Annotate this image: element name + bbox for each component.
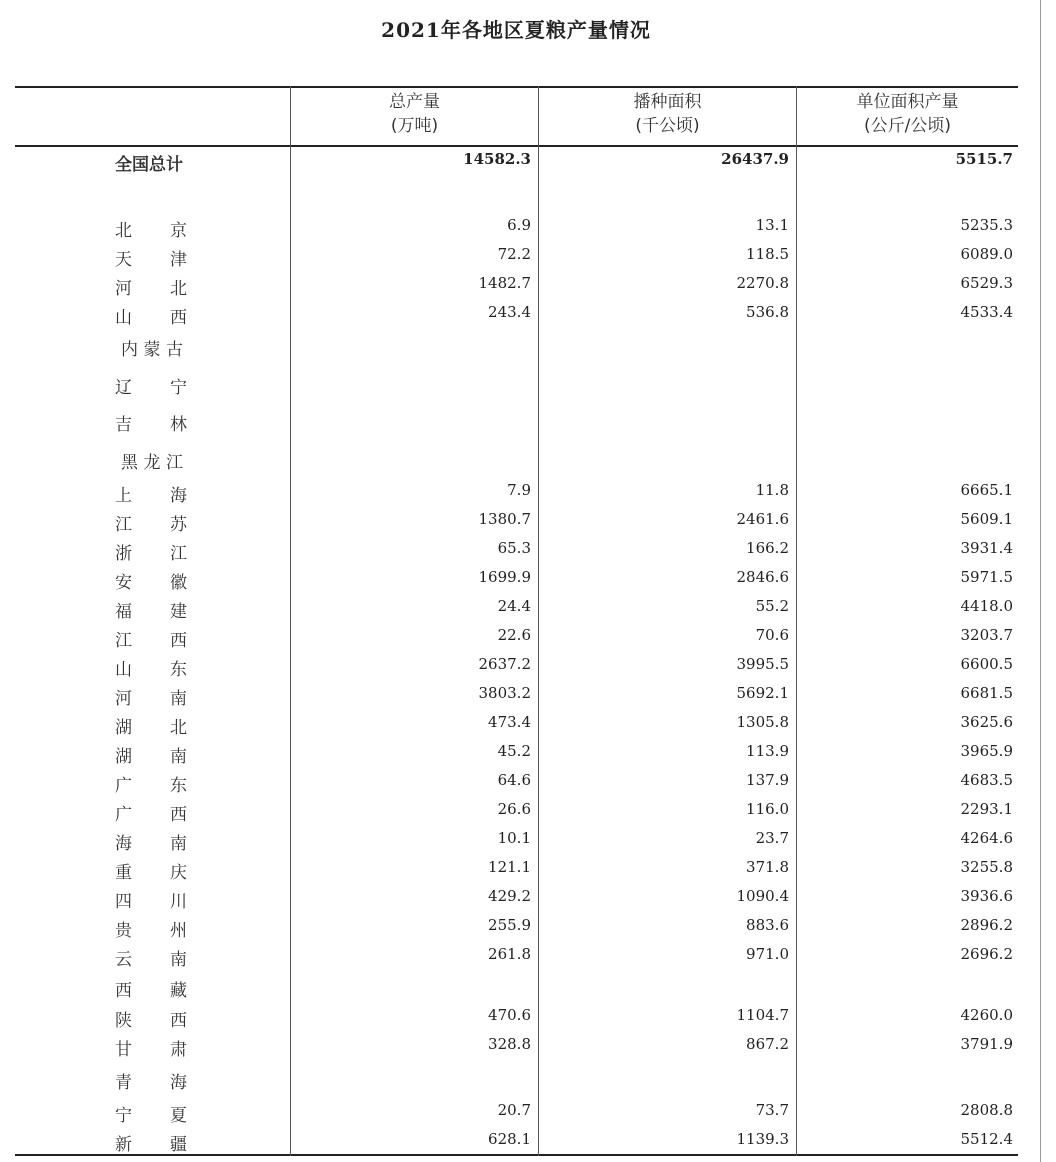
region-char: 甘 <box>115 1040 132 1060</box>
region-name <box>115 539 187 564</box>
yield-cell: 3931.4 <box>960 539 1013 557</box>
area-cell: 113.9 <box>746 742 789 760</box>
region-name <box>115 742 187 767</box>
column-header-unit: (公斤/公顷) <box>864 116 951 136</box>
region-char: 州 <box>170 921 187 941</box>
region-char: 西 <box>170 308 187 328</box>
region-char: 京 <box>170 221 187 241</box>
column-header-name: 单位面积产量 <box>856 92 959 112</box>
region-char: 海 <box>115 834 132 854</box>
region-name <box>115 1068 187 1093</box>
output-cell: 22.6 <box>497 626 531 644</box>
table-row <box>15 1126 1018 1155</box>
region-name <box>115 568 187 593</box>
region-name <box>115 1006 187 1031</box>
yield-cell: 4264.6 <box>960 829 1013 847</box>
yield-cell: 3936.6 <box>960 887 1013 905</box>
region-char: 藏 <box>170 981 187 1001</box>
column-header-name: 播种面积 <box>633 92 702 112</box>
area-cell: 73.7 <box>755 1101 789 1119</box>
region-name <box>115 916 187 941</box>
region-char: 辽 <box>115 378 132 398</box>
region-name <box>115 274 187 299</box>
region-char: 南 <box>170 950 187 970</box>
region-char: 蒙 <box>143 340 161 360</box>
region-char: 北 <box>115 221 132 241</box>
table-row <box>15 1064 1018 1093</box>
output-cell: 328.8 <box>488 1035 531 1053</box>
region-name <box>115 303 187 328</box>
region-char: 林 <box>170 415 187 435</box>
output-cell: 121.1 <box>488 858 531 876</box>
region-char: 北 <box>170 718 187 738</box>
region-name <box>115 510 187 535</box>
total-area: 26437.9 <box>721 150 789 168</box>
region-char: 东 <box>170 660 187 680</box>
region-char: 庆 <box>170 863 187 883</box>
table-row <box>15 883 1018 912</box>
table-row <box>15 299 1018 328</box>
region-char: 南 <box>170 747 187 767</box>
area-cell: 867.2 <box>746 1035 789 1053</box>
region-char: 西 <box>170 631 187 651</box>
column-header-area <box>539 90 796 138</box>
area-cell: 536.8 <box>746 303 789 321</box>
region-name <box>115 597 187 622</box>
area-cell: 1305.8 <box>736 713 789 731</box>
table-row <box>15 825 1018 854</box>
region-char: 肃 <box>170 1040 187 1060</box>
area-cell: 1139.3 <box>736 1130 789 1148</box>
region-char: 福 <box>115 602 132 622</box>
total-yield: 5515.7 <box>955 150 1013 168</box>
area-cell: 2270.8 <box>736 274 789 292</box>
area-cell: 118.5 <box>746 245 789 263</box>
table-row <box>15 972 1018 1001</box>
output-cell: 72.2 <box>497 245 531 263</box>
area-cell: 5692.1 <box>736 684 789 702</box>
region-char: 龙 <box>143 453 161 473</box>
region-char: 古 <box>166 340 183 360</box>
page-title: 2021年各地区夏粮产量情况 <box>381 18 651 42</box>
yield-cell: 6681.5 <box>960 684 1013 702</box>
table-row <box>15 444 1018 473</box>
table-row <box>15 241 1018 270</box>
region-char: 宁 <box>115 1106 132 1126</box>
region-name <box>115 887 187 912</box>
area-cell: 3995.5 <box>736 655 789 673</box>
table-row <box>15 912 1018 941</box>
table-row <box>15 369 1018 398</box>
output-cell: 7.9 <box>507 481 531 499</box>
yield-cell: 2896.2 <box>960 916 1013 934</box>
table-row <box>15 854 1018 883</box>
yield-cell: 5609.1 <box>960 510 1013 528</box>
data-table <box>15 86 1018 1158</box>
region-char: 黑 <box>121 453 138 473</box>
yield-cell: 3965.9 <box>960 742 1013 760</box>
area-cell: 137.9 <box>746 771 789 789</box>
yield-cell: 6665.1 <box>960 481 1013 499</box>
table-top-rule <box>15 86 1018 88</box>
region-name <box>115 1035 187 1060</box>
region-char: 新 <box>115 1135 132 1155</box>
region-name <box>115 410 187 435</box>
output-cell: 65.3 <box>497 539 531 557</box>
output-cell: 64.6 <box>497 771 531 789</box>
region-char: 四 <box>115 892 132 912</box>
region-char: 云 <box>115 950 132 970</box>
region-char: 建 <box>170 602 187 622</box>
region-char: 湖 <box>115 747 132 767</box>
region-char: 天 <box>115 250 132 270</box>
region-char: 广 <box>115 805 132 825</box>
table-row <box>15 1097 1018 1126</box>
region-name <box>115 800 187 825</box>
yield-cell: 2696.2 <box>960 945 1013 963</box>
area-cell: 116.0 <box>746 800 789 818</box>
yield-cell: 6089.0 <box>960 245 1013 263</box>
output-cell: 24.4 <box>497 597 531 615</box>
output-cell: 255.9 <box>488 916 531 934</box>
region-name <box>115 684 187 709</box>
table-row <box>15 406 1018 435</box>
area-cell: 971.0 <box>746 945 789 963</box>
yield-cell: 5235.3 <box>960 216 1013 234</box>
yield-cell: 3203.7 <box>960 626 1013 644</box>
region-name <box>115 829 187 854</box>
table-row <box>15 1031 1018 1060</box>
output-cell: 429.2 <box>488 887 531 905</box>
output-cell: 243.4 <box>488 303 531 321</box>
table-row <box>15 506 1018 535</box>
region-name <box>121 335 183 360</box>
region-char: 江 <box>115 631 132 651</box>
region-char: 北 <box>170 279 187 299</box>
yield-cell: 6600.5 <box>960 655 1013 673</box>
total-output: 14582.3 <box>463 150 531 168</box>
table-row <box>15 796 1018 825</box>
region-char: 陕 <box>115 1011 132 1031</box>
region-name <box>115 713 187 738</box>
region-name <box>115 373 187 398</box>
region-name <box>115 245 187 270</box>
region-char: 南 <box>170 834 187 854</box>
area-cell: 23.7 <box>755 829 789 847</box>
region-name <box>115 626 187 651</box>
area-cell: 1090.4 <box>736 887 789 905</box>
region-char: 贵 <box>115 921 132 941</box>
region-name <box>115 481 187 506</box>
table-row <box>15 767 1018 796</box>
yield-cell: 2293.1 <box>960 800 1013 818</box>
yield-cell: 4533.4 <box>960 303 1013 321</box>
region-char: 广 <box>115 776 132 796</box>
region-char: 津 <box>170 250 187 270</box>
table-row <box>15 680 1018 709</box>
table-row <box>15 709 1018 738</box>
region-name <box>115 771 187 796</box>
column-header-yield <box>797 90 1018 138</box>
output-cell: 2637.2 <box>478 655 531 673</box>
output-cell: 261.8 <box>488 945 531 963</box>
region-char: 山 <box>115 660 132 680</box>
output-cell: 10.1 <box>497 829 531 847</box>
table-row <box>15 477 1018 506</box>
output-cell: 26.6 <box>497 800 531 818</box>
yield-cell: 4683.5 <box>960 771 1013 789</box>
region-char: 夏 <box>170 1106 187 1126</box>
region-char: 河 <box>115 689 132 709</box>
region-char: 江 <box>170 544 187 564</box>
region-char: 徽 <box>170 573 187 593</box>
area-cell: 70.6 <box>755 626 789 644</box>
yield-cell: 3255.8 <box>960 858 1013 876</box>
output-cell: 628.1 <box>488 1130 531 1148</box>
column-header-unit: (千公顷) <box>635 116 700 136</box>
table-row <box>15 593 1018 622</box>
table-row <box>15 738 1018 767</box>
region-char: 安 <box>115 573 132 593</box>
output-cell: 1482.7 <box>478 274 531 292</box>
region-name <box>115 858 187 883</box>
region-char: 川 <box>170 892 187 912</box>
region-char: 海 <box>170 1073 187 1093</box>
region-char: 宁 <box>170 378 187 398</box>
table-row <box>15 212 1018 241</box>
yield-cell: 5512.4 <box>960 1130 1013 1148</box>
region-char: 西 <box>170 805 187 825</box>
table-row <box>15 651 1018 680</box>
area-cell: 166.2 <box>746 539 789 557</box>
area-cell: 1104.7 <box>736 1006 789 1024</box>
region-name <box>115 945 187 970</box>
region-char: 青 <box>115 1073 132 1093</box>
column-header-output <box>291 90 538 138</box>
yield-cell: 5971.5 <box>960 568 1013 586</box>
region-char: 疆 <box>170 1135 187 1155</box>
output-cell: 3803.2 <box>478 684 531 702</box>
table-row <box>15 270 1018 299</box>
table-row <box>15 535 1018 564</box>
region-char: 湖 <box>115 718 132 738</box>
output-cell: 1699.9 <box>478 568 531 586</box>
output-cell: 473.4 <box>488 713 531 731</box>
page-border <box>1040 0 1041 1162</box>
area-cell: 11.8 <box>755 481 789 499</box>
region-char: 河 <box>115 279 132 299</box>
table-row <box>15 941 1018 970</box>
area-cell: 13.1 <box>755 216 789 234</box>
yield-cell: 4260.0 <box>960 1006 1013 1024</box>
total-label: 全国总计 <box>115 155 183 175</box>
area-cell: 371.8 <box>746 858 789 876</box>
output-cell: 20.7 <box>497 1101 531 1119</box>
column-header-unit: (万吨) <box>390 116 439 136</box>
output-cell: 45.2 <box>497 742 531 760</box>
area-cell: 55.2 <box>755 597 789 615</box>
region-name <box>115 976 187 1001</box>
yield-cell: 4418.0 <box>960 597 1013 615</box>
region-char: 吉 <box>115 415 132 435</box>
region-char: 苏 <box>170 515 187 535</box>
region-char: 上 <box>115 486 132 506</box>
region-char: 浙 <box>115 544 132 564</box>
region-char: 重 <box>115 863 132 883</box>
yield-cell: 3791.9 <box>960 1035 1013 1053</box>
region-char: 江 <box>166 453 183 473</box>
output-cell: 6.9 <box>507 216 531 234</box>
area-cell: 2461.6 <box>736 510 789 528</box>
yield-cell: 3625.6 <box>960 713 1013 731</box>
region-name <box>115 1101 187 1126</box>
total-row <box>15 146 1018 175</box>
table-row <box>15 564 1018 593</box>
region-char: 东 <box>170 776 187 796</box>
region-char: 西 <box>170 1011 187 1031</box>
region-char: 山 <box>115 308 132 328</box>
table-row <box>15 1002 1018 1031</box>
yield-cell: 2808.8 <box>960 1101 1013 1119</box>
region-name <box>115 216 187 241</box>
region-char: 江 <box>115 515 132 535</box>
table-row <box>15 622 1018 651</box>
area-cell: 2846.6 <box>736 568 789 586</box>
region-char: 西 <box>115 981 132 1001</box>
region-name <box>121 448 183 473</box>
region-name <box>115 655 187 680</box>
region-char: 海 <box>170 486 187 506</box>
output-cell: 470.6 <box>488 1006 531 1024</box>
yield-cell: 6529.3 <box>960 274 1013 292</box>
region-char: 南 <box>170 689 187 709</box>
table-row <box>15 331 1018 360</box>
region-name <box>115 1130 187 1155</box>
output-cell: 1380.7 <box>478 510 531 528</box>
column-header-name: 总产量 <box>389 92 440 112</box>
region-char: 内 <box>121 340 138 360</box>
area-cell: 883.6 <box>746 916 789 934</box>
